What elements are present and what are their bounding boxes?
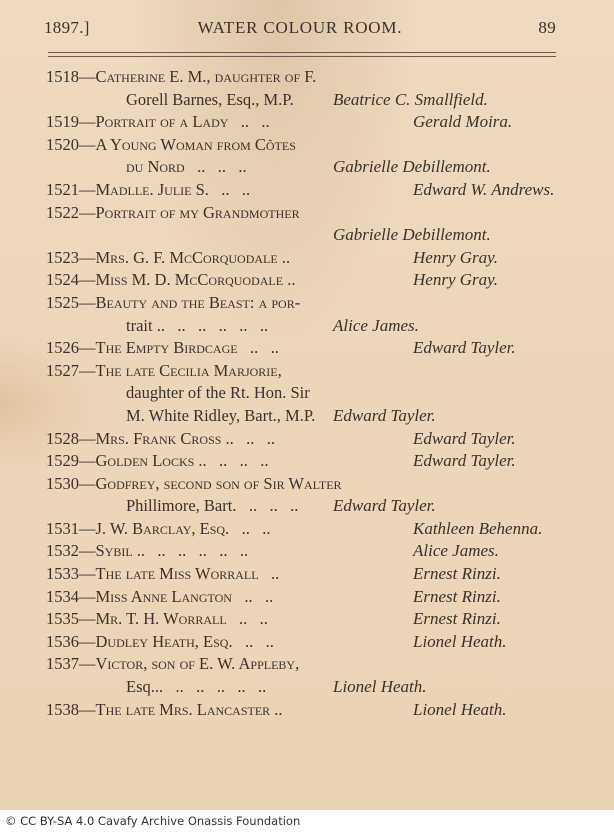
entry-first-line [46,247,558,270]
header-rule-bottom [48,56,556,57]
em-dash: — [79,134,96,154]
catalogue-entry [46,360,558,428]
entry-first-line [46,134,558,157]
entry-number: 1538 [46,699,79,719]
entry-first-line [46,66,558,89]
entry-first-line [46,292,558,315]
catalogue-entry [46,540,558,563]
entry-number: 1522 [46,202,79,222]
entry-artist: Kathleen Behenna. [413,518,543,538]
em-dash: — [79,564,96,584]
entry-first-line [46,473,558,496]
em-dash: — [79,654,96,674]
entry-number: 1533 [46,564,79,584]
catalogue-entry [46,337,558,360]
catalogue-entry [46,608,558,631]
em-dash: — [79,451,96,471]
em-dash: — [79,270,96,290]
catalogue-entry [46,202,558,247]
entry-first-line [46,337,558,360]
entry-continuation-line [46,405,558,428]
entry-artist: Ernest Rinzi. [413,609,501,629]
entry-title: Miss Anne Langton .. .. [95,586,274,606]
entry-title: Dudley Heath, Esq. .. .. [95,631,274,651]
entry-number: 1518 [46,67,79,86]
entry-title: daughter of the Rt. Hon. Sir [126,383,310,403]
em-dash: — [79,292,96,312]
entry-continuation-line [46,89,558,112]
em-dash: — [79,247,96,267]
entry-first-line [46,428,558,451]
em-dash: — [79,67,96,86]
entry-artist: Edward Tayler. [413,428,516,448]
running-head-year: 1897.] [44,18,90,37]
entry-title: Mr. T. H. Worrall .. .. [95,609,268,629]
entry-continuation-line [46,315,558,338]
entry-title: Sybil .. .. .. .. .. .. [95,541,249,561]
entry-artist: Edward W. Andrews. [413,179,555,199]
entry-artist: Lionel Heath. [333,677,427,697]
catalogue-entry [46,111,558,134]
entry-first-line [46,653,558,676]
entry-title: The late Miss Worrall .. [95,564,280,584]
entry-continuation-line [46,156,558,179]
entry-first-line [46,563,558,586]
em-dash: — [79,428,96,448]
entry-first-line [46,631,558,654]
entry-first-line [46,111,558,134]
catalogue-entry [46,247,558,270]
entry-continuation-line [46,676,558,699]
entry-title: M. White Ridley, Bart., M.P. [126,405,316,425]
catalogue-entry [46,653,558,698]
catalogue-entry [46,66,558,111]
em-dash: — [79,541,96,561]
catalogue-entry [46,631,558,654]
entry-artist: Alice James. [333,315,419,335]
entry-title: Miss M. D. McCorquodale .. [95,270,296,290]
entry-artist: Henry Gray. [413,270,498,290]
entry-number: 1530 [46,473,79,493]
em-dash: — [79,586,96,606]
entry-continuation-line [46,224,558,247]
entry-artist: Lionel Heath. [413,631,507,651]
entry-artist: Gerald Moira. [413,112,513,132]
entry-title: Portrait of my Grandmother [95,202,300,222]
header-rule-top [48,52,556,53]
entry-number: 1527 [46,360,79,380]
em-dash: — [79,112,96,132]
entry-artist: Beatrice C. Smallfield. [333,89,488,109]
entry-title: trait .. .. .. .. .. .. [126,315,269,335]
entry-number: 1525 [46,292,79,312]
em-dash: — [79,699,96,719]
catalogue-entry [46,292,558,337]
entry-number: 1524 [46,270,79,290]
entry-number: 1531 [46,518,79,538]
entry-artist: Gabrielle Debillemont. [333,225,491,245]
entry-title: Beauty and the Beast: a por- [95,292,301,312]
entry-title: The late Mrs. Lancaster .. [95,699,283,719]
entry-number: 1520 [46,134,79,154]
catalogue-entry [46,699,558,722]
entry-artist: Lionel Heath. [413,699,507,719]
entry-artist: Edward Tayler. [333,496,436,516]
catalogue-entry [46,269,558,292]
catalogue-entry [46,518,558,541]
entry-number: 1529 [46,451,79,471]
entry-artist: Edward Tayler. [413,451,516,471]
entry-first-line [46,540,558,563]
entry-number: 1521 [46,179,79,199]
entry-number: 1537 [46,654,79,674]
entry-first-line [46,518,558,541]
entry-first-line [46,179,558,202]
running-head [44,18,556,40]
entry-continuation-line [46,382,558,405]
em-dash: — [79,179,96,199]
entry-title: Victor, son of E. W. Appleby, [95,654,300,674]
entry-number: 1535 [46,609,79,629]
catalogue-entry [46,586,558,609]
page-number: 89 [538,18,556,37]
entry-number: 1532 [46,541,79,561]
copyright-credit: © CC BY-SA 4.0 Cavafy Archive Onassis Foundation [5,814,301,828]
entry-artist: Henry Gray. [413,247,498,267]
catalogue-entry [46,428,558,451]
entry-artist: Edward Tayler. [333,405,436,425]
entry-title: The Empty Birdcage .. .. [95,338,279,358]
catalogue-entries [46,66,558,721]
entry-artist: Ernest Rinzi. [413,586,501,606]
em-dash: — [79,518,96,538]
catalogue-entry [46,134,558,179]
catalogue-entry [46,450,558,473]
entry-title: Catherine E. M., daughter of F. [95,67,317,86]
entry-artist: Alice James. [413,541,499,561]
entry-title: Golden Locks .. .. .. .. [95,451,269,471]
entry-number: 1536 [46,631,79,651]
entry-number: 1534 [46,586,79,606]
entry-first-line [46,450,558,473]
entry-title: Phillimore, Bart. .. .. .. [126,496,299,516]
entry-number: 1528 [46,428,79,448]
em-dash: — [79,202,96,222]
entry-number: 1526 [46,338,79,358]
entry-number: 1523 [46,247,79,267]
entry-title: Esq... .. .. .. .. .. [126,677,267,697]
entry-title: Mrs. Frank Cross .. .. .. [95,428,276,448]
catalogue-entry [46,179,558,202]
catalogue-entry [46,473,558,518]
entry-first-line [46,360,558,383]
em-dash: — [79,360,96,380]
entry-title: Godfrey, second son of Sir Walter [95,473,342,493]
entry-continuation-line [46,495,558,518]
em-dash: — [79,473,96,493]
entry-title: Mrs. G. F. McCorquodale .. [95,247,291,267]
em-dash: — [79,338,96,358]
entry-first-line [46,699,558,722]
entry-first-line [46,608,558,631]
entry-title: Gorell Barnes, Esq., M.P. [126,89,294,109]
catalogue-entry [46,563,558,586]
entry-artist: Edward Tayler. [413,338,516,358]
entry-title: The late Cecilia Marjorie, [95,360,282,380]
entry-artist: Ernest Rinzi. [413,564,501,584]
entry-title: du Nord .. .. .. [126,157,247,177]
entry-title: Madlle. Julie S. .. .. [95,179,251,199]
entry-title: J. W. Barclay, Esq. .. .. [95,518,271,538]
entry-title: Portrait of a Lady .. .. [95,112,270,132]
entry-first-line [46,202,558,225]
running-head-title: WATER COLOUR ROOM. [197,18,403,37]
entry-number: 1519 [46,112,79,132]
em-dash: — [79,609,96,629]
entry-first-line [46,586,558,609]
entry-title: A Young Woman from Côtes [95,134,296,154]
entry-artist: Gabrielle Debillemont. [333,157,491,177]
entry-first-line [46,269,558,292]
em-dash: — [79,631,96,651]
